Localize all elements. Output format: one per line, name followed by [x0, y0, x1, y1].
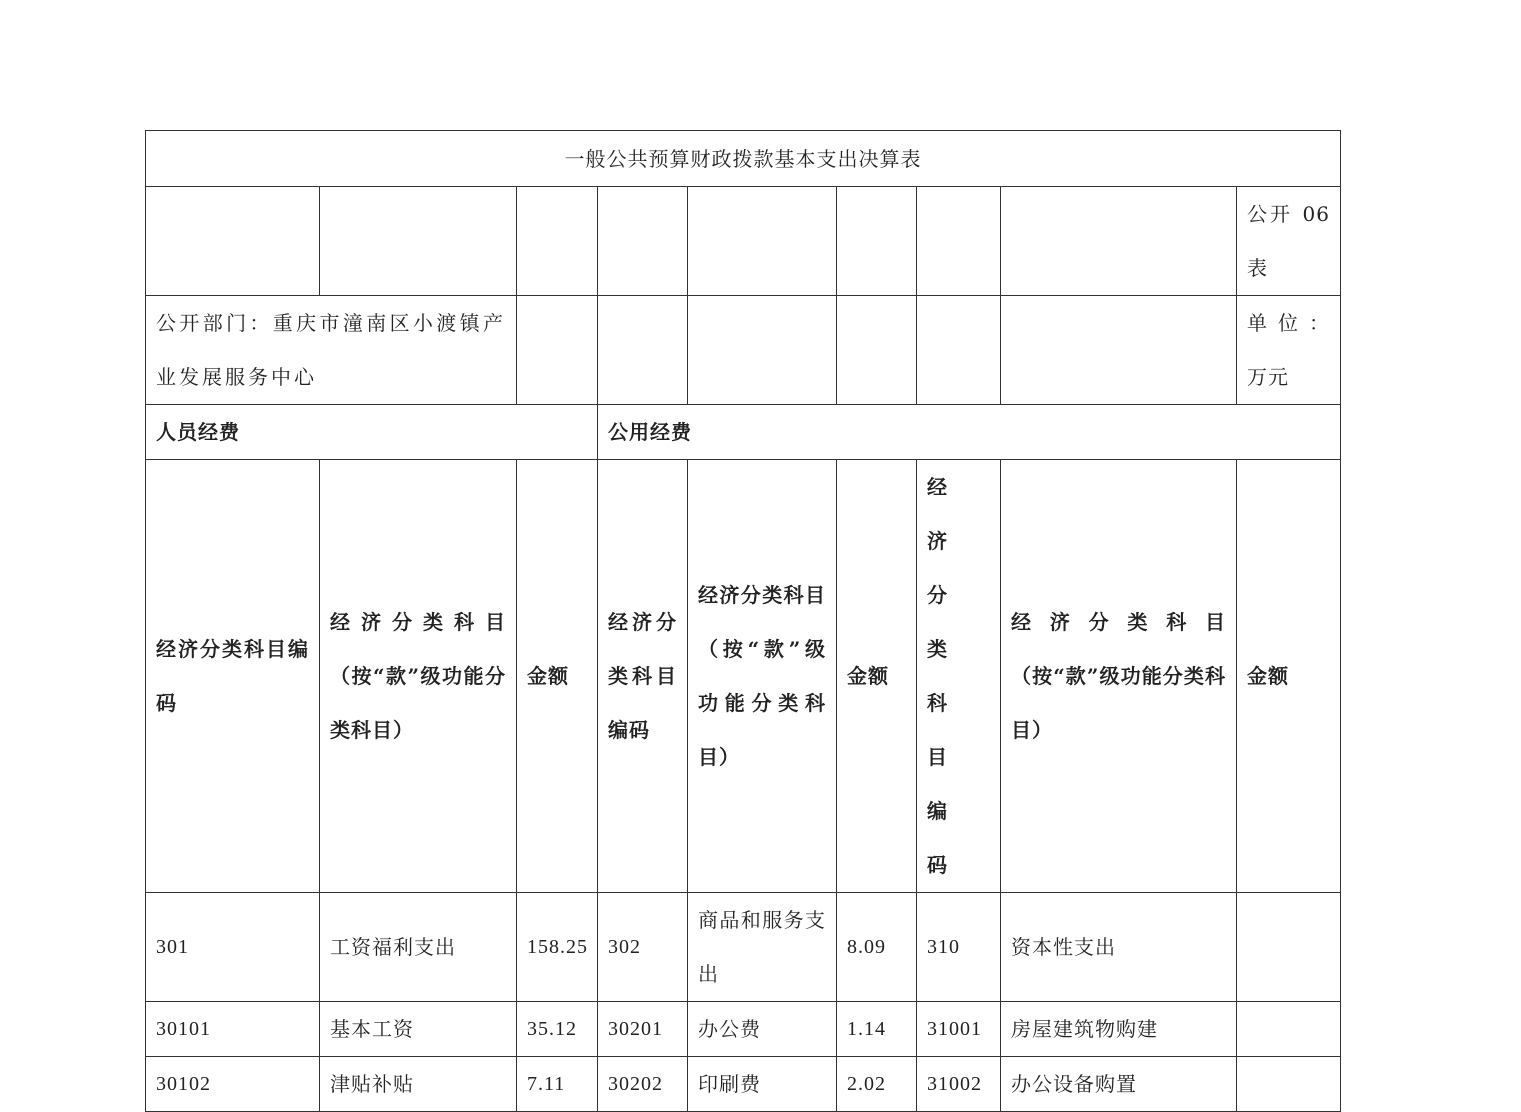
cell-capital-code: 31002 — [917, 1057, 1001, 1112]
header-personnel-name: 经济分类科目（按“款”级功能分类科目） — [320, 460, 517, 893]
blank-cell — [146, 187, 320, 296]
table-row — [146, 1057, 1341, 1112]
cell-capital-code: 31001 — [917, 1002, 1001, 1057]
cell-capital-amount — [1237, 893, 1341, 1002]
blank-cell — [517, 187, 598, 296]
cell-public-amount: 8.09 — [837, 893, 917, 1002]
blank-cell — [837, 296, 917, 405]
header-capital-amount: 金额 — [1237, 460, 1341, 893]
form-number: 公开 06 表 — [1237, 187, 1341, 296]
unit-label: 单位：万元 — [1237, 296, 1341, 405]
cell-capital-name: 房屋建筑物购建 — [1001, 1002, 1237, 1057]
blank-cell — [688, 296, 837, 405]
cell-personnel-code: 30102 — [146, 1057, 320, 1112]
cell-capital-code: 310 — [917, 893, 1001, 1002]
blank-cell — [517, 296, 598, 405]
cell-personnel-name: 工资福利支出 — [320, 893, 517, 1002]
cell-capital-name: 资本性支出 — [1001, 893, 1237, 1002]
cell-personnel-amount: 158.25 — [517, 893, 598, 1002]
cell-personnel-amount: 7.11 — [517, 1057, 598, 1112]
table-title: 一般公共预算财政拨款基本支出决算表 — [146, 131, 1341, 187]
table-row — [146, 1002, 1341, 1057]
blank-cell — [917, 187, 1001, 296]
header-public-name: 经济分类科目（按“款”级功能分类科目） — [688, 460, 837, 893]
department-label: 公开部门：重庆市潼南区小渡镇产业发展服务中心 — [146, 296, 517, 405]
cell-public-code: 302 — [598, 893, 688, 1002]
blank-cell — [598, 187, 688, 296]
blank-cell — [917, 296, 1001, 405]
cell-public-name: 印刷费 — [688, 1057, 837, 1112]
blank-cell — [1001, 187, 1237, 296]
cell-personnel-name: 基本工资 — [320, 1002, 517, 1057]
budget-table — [145, 130, 1341, 1112]
cell-public-code: 30201 — [598, 1002, 688, 1057]
cell-capital-name: 办公设备购置 — [1001, 1057, 1237, 1112]
public-group-header: 公用经费 — [598, 405, 1341, 460]
table-row — [146, 893, 1341, 1002]
cell-personnel-code: 30101 — [146, 1002, 320, 1057]
cell-personnel-name: 津贴补贴 — [320, 1057, 517, 1112]
header-public-code: 经济分类科目编码 — [598, 460, 688, 893]
personnel-group-header: 人员经费 — [146, 405, 598, 460]
cell-personnel-code: 301 — [146, 893, 320, 1002]
blank-cell — [598, 296, 688, 405]
cell-personnel-amount: 35.12 — [517, 1002, 598, 1057]
header-capital-name: 经济分类科目（按“款”级功能分类科目） — [1001, 460, 1237, 893]
header-public-amount: 金额 — [837, 460, 917, 893]
cell-public-name: 办公费 — [688, 1002, 837, 1057]
header-personnel-code: 经济分类科目编码 — [146, 460, 320, 893]
blank-cell — [1001, 296, 1237, 405]
cell-capital-amount — [1237, 1002, 1341, 1057]
cell-public-amount: 1.14 — [837, 1002, 917, 1057]
blank-cell — [688, 187, 837, 296]
cell-capital-amount — [1237, 1057, 1341, 1112]
header-capital-code: 经济分类科目编码 — [917, 460, 1001, 893]
blank-cell — [320, 187, 517, 296]
header-personnel-amount: 金额 — [517, 460, 598, 893]
cell-public-name: 商品和服务支出 — [688, 893, 837, 1002]
blank-cell — [837, 187, 917, 296]
cell-public-amount: 2.02 — [837, 1057, 917, 1112]
cell-public-code: 30202 — [598, 1057, 688, 1112]
